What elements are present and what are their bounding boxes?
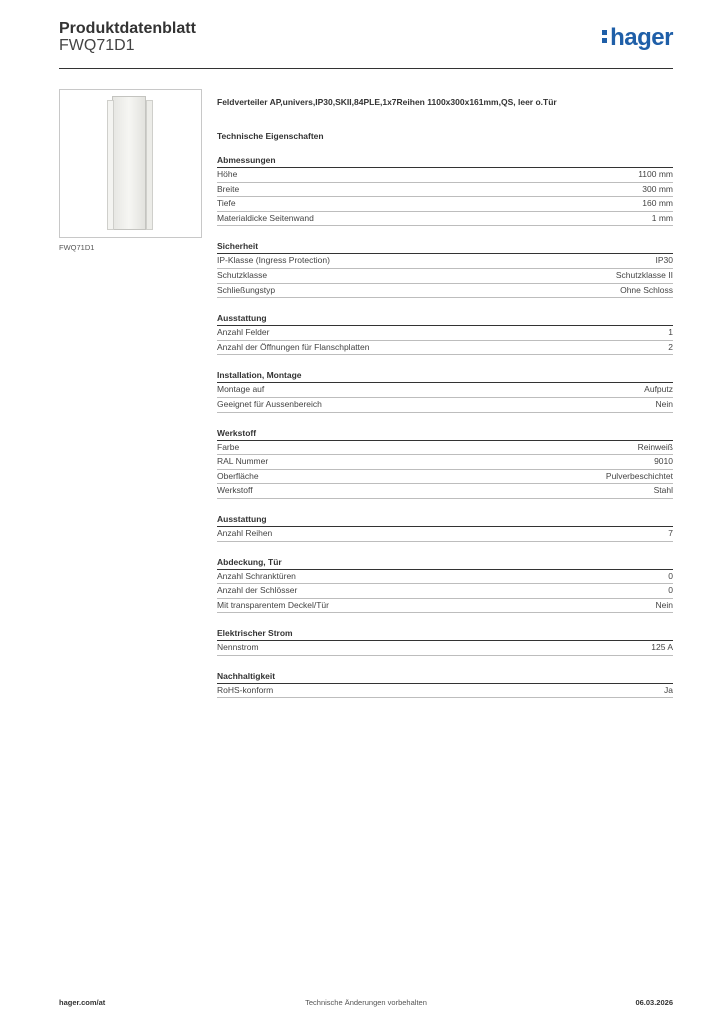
spec-row — [217, 269, 673, 284]
spec-row — [217, 570, 673, 585]
spec-row — [217, 527, 673, 542]
spec-value: 300 mm — [642, 183, 673, 194]
spec-row — [217, 212, 673, 227]
spec-row — [217, 341, 673, 356]
spec-label: Anzahl Reihen — [217, 527, 273, 538]
footer-notice: Technische Änderungen vorbehalten — [305, 998, 427, 1007]
spec-value: Aufputz — [644, 384, 673, 395]
spec-value: Ja — [664, 684, 673, 695]
spec-value: 160 mm — [642, 198, 673, 209]
section-title: Nachhaltigkeit — [217, 670, 673, 684]
section-title: Werkstoff — [217, 427, 673, 441]
spec-row — [217, 484, 673, 499]
spec-value: Schutzklasse II — [615, 269, 673, 280]
spec-row — [217, 254, 673, 269]
spec-value: Nein — [655, 599, 673, 610]
product-content — [217, 96, 673, 698]
spec-label: Anzahl der Schlösser — [217, 585, 298, 596]
spec-label: Mit transparentem Deckel/Tür — [217, 599, 329, 610]
spec-section — [217, 240, 673, 298]
product-image — [59, 89, 202, 238]
spec-label: Anzahl Schranktüren — [217, 570, 296, 581]
spec-row — [217, 168, 673, 183]
spec-section — [217, 670, 673, 699]
spec-row — [217, 441, 673, 456]
spec-row — [217, 599, 673, 614]
spec-label: Anzahl der Öffnungen für Flanschplatten — [217, 341, 370, 352]
document-header — [59, 20, 673, 68]
spec-value: Pulverbeschichtet — [605, 470, 673, 481]
spec-label: Anzahl Felder — [217, 327, 270, 338]
section-title: Abdeckung, Tür — [217, 556, 673, 570]
spec-label: Oberfläche — [217, 470, 259, 481]
spec-value: Nein — [655, 398, 673, 409]
spec-value: 0 — [668, 570, 673, 581]
spec-label: Schutzklasse — [217, 269, 268, 280]
image-caption: FWQ71D1 — [59, 243, 95, 252]
cabinet-illustration — [107, 96, 153, 230]
spec-row — [217, 584, 673, 599]
spec-label: IP-Klasse (Ingress Protection) — [217, 255, 330, 266]
spec-label: Materialdicke Seitenwand — [217, 212, 314, 223]
spec-section — [217, 556, 673, 614]
spec-value: 125 A — [651, 642, 673, 653]
spec-value: 1100 mm — [638, 169, 673, 179]
page-title: Produktdatenblatt — [59, 20, 196, 37]
cabinet-back-panel — [112, 96, 146, 230]
spec-row — [217, 470, 673, 485]
spec-label: Tiefe — [217, 198, 236, 209]
spec-section — [217, 312, 673, 355]
spec-row — [217, 183, 673, 198]
header-divider — [59, 68, 673, 69]
spec-label: Breite — [217, 183, 240, 194]
logo-colon-icon — [602, 27, 607, 44]
section-title: Abmessungen — [217, 154, 673, 168]
spec-value: Stahl — [653, 485, 673, 496]
spec-value: IP30 — [655, 255, 673, 266]
spec-section — [217, 369, 673, 412]
spec-section — [217, 154, 673, 226]
page-footer — [59, 998, 673, 1010]
section-title: Ausstattung — [217, 513, 673, 527]
spec-value: Ohne Schloss — [620, 284, 673, 295]
spec-label: Schließungstyp — [217, 284, 276, 295]
footer-date: 06.03.2026 — [635, 998, 673, 1007]
spec-row — [217, 684, 673, 699]
spec-section — [217, 513, 673, 542]
spec-value: 1 mm — [651, 212, 673, 223]
spec-value: 2 — [668, 341, 673, 352]
product-code: FWQ71D1 — [59, 37, 135, 54]
spec-label: Geeignet für Aussenbereich — [217, 398, 322, 409]
spec-sections — [217, 154, 673, 698]
technical-properties-heading: Technische Eigenschaften — [217, 131, 324, 141]
spec-label: Montage auf — [217, 384, 265, 395]
section-title: Ausstattung — [217, 312, 673, 326]
spec-row — [217, 455, 673, 470]
logo-text: hager — [610, 24, 673, 51]
spec-label: Farbe — [217, 441, 240, 452]
spec-row — [217, 641, 673, 656]
spec-label: RoHS-konform — [217, 684, 274, 695]
spec-value: Reinweiß — [637, 441, 673, 452]
spec-value: 0 — [668, 585, 673, 596]
section-title: Elektrischer Strom — [217, 627, 673, 641]
spec-section — [217, 627, 673, 656]
spec-section — [217, 427, 673, 499]
spec-label: Höhe — [217, 169, 238, 179]
spec-row — [217, 326, 673, 341]
spec-label: Nennstrom — [217, 642, 259, 653]
spec-value: 9010 — [654, 456, 673, 467]
spec-row — [217, 284, 673, 299]
spec-value: 7 — [668, 527, 673, 538]
section-title: Installation, Montage — [217, 369, 673, 383]
spec-row — [217, 383, 673, 398]
cabinet-right-wall — [146, 100, 153, 230]
spec-label: RAL Nummer — [217, 456, 269, 467]
spec-row — [217, 197, 673, 212]
spec-value: 1 — [668, 327, 673, 338]
product-description: Feldverteiler AP,univers,IP30,SKII,84PLE,1x7Reihen 1100x300x161mm,QS, leer o.Tür — [217, 97, 557, 107]
footer-website-link[interactable]: hager.com/at — [59, 998, 106, 1007]
hager-logo — [602, 24, 673, 52]
section-title: Sicherheit — [217, 240, 673, 254]
spec-label: Werkstoff — [217, 485, 253, 496]
spec-row — [217, 398, 673, 413]
cabinet-left-wall — [107, 100, 114, 230]
